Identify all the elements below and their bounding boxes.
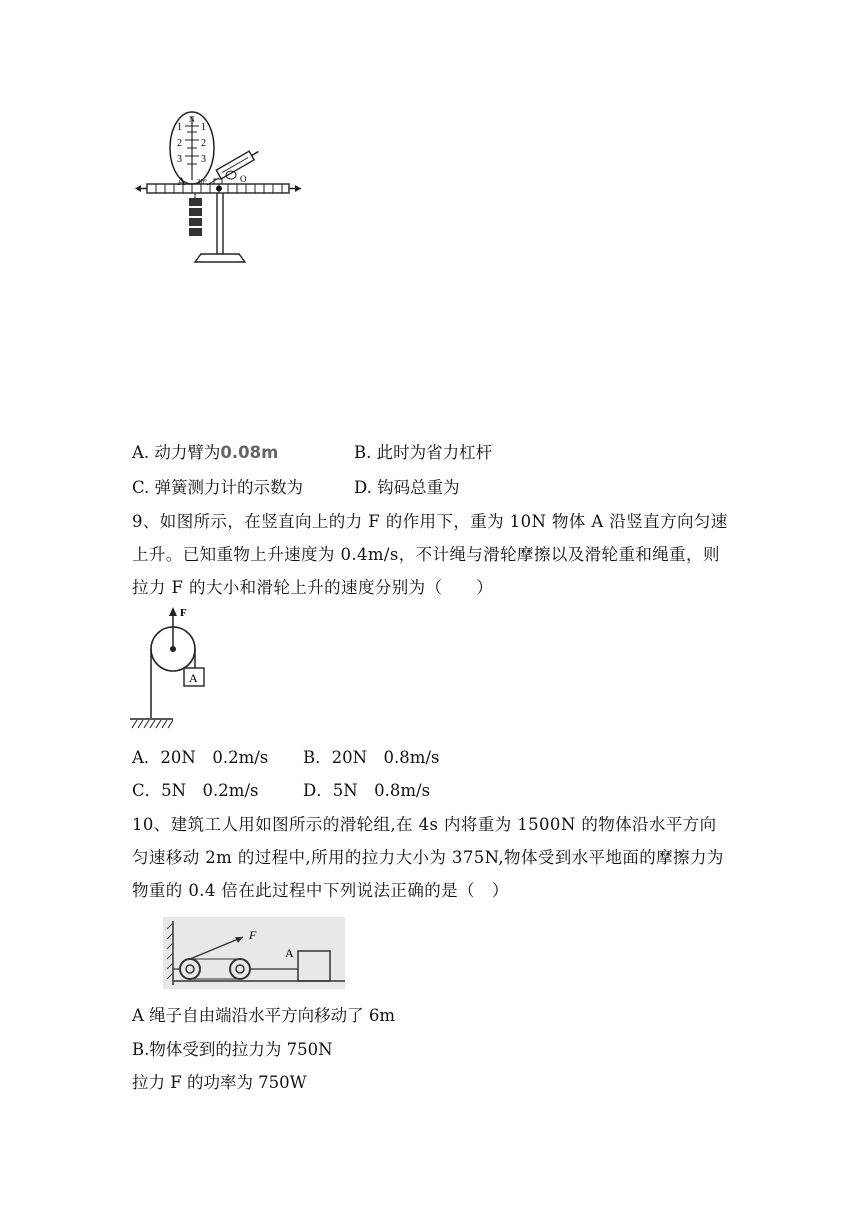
q10-force-label: F [249, 928, 257, 942]
q8-option-c: C. 弹簧测力计的示数为 [132, 478, 304, 497]
q9-option-d: D．5N 0.8m/s [303, 781, 431, 800]
q9-option-c: C．5N 0.2m/s [132, 781, 259, 800]
q8-option-a-text: A. 动力臂为 [132, 443, 221, 462]
q10-pulley-figure [163, 917, 345, 989]
lever-label-a: A [177, 174, 186, 188]
q8-option-a-value: 0.08m [220, 443, 279, 462]
q10-stem: 10、建筑工人用如图所示的滑轮组,在 4s 内将重为 1500N 的物体沿水平方向匀速移动 2m 的过程中,所用的拉力大小为 375N,物体受到水平地面的摩擦力为物重的 0.4 倍在此过程中下列说法正确的是（ ） [132, 815, 724, 900]
q10-option-c: 拉力 F 的功率为 750W [132, 1073, 307, 1092]
q10-block-label: A [285, 946, 294, 960]
q9-force-label: F [180, 607, 187, 619]
scale-tick-right-1: 1 [201, 122, 206, 133]
q10-option-b: B.物体受到的拉力为 750N [132, 1040, 333, 1059]
scale-tick-left-1: 1 [177, 122, 182, 133]
q9-option-b: B．20N 0.8m/s [303, 748, 440, 767]
lever-figure [135, 108, 310, 268]
lever-angle-label: 30° [197, 178, 207, 186]
scale-unit: N [189, 115, 195, 124]
scale-tick-left-3: 3 [177, 154, 182, 165]
scale-tick-right-2: 2 [201, 138, 206, 149]
q9-block-label: A [189, 671, 198, 685]
q9-stem: 9、如图所示，在竖直向上的力 F 的作用下，重为 10N 物体 A 沿竖直方向匀速上升。已知重物上升速度为 0.4m/s，不计绳与滑轮摩擦以及滑轮重和绳重，则拉力 F 的大小和滑轮上升的速度分别为（ ） [132, 512, 728, 597]
scale-tick-right-3: 3 [201, 154, 206, 165]
q8-option-d: D. 钩码总重为 [354, 478, 460, 497]
scale-tick-left-2: 2 [177, 138, 182, 149]
q8-option-a [132, 443, 278, 463]
q9-option-a: A．20N 0.2m/s [132, 748, 269, 767]
q9-pulley-figure [128, 604, 218, 738]
lever-label-o: O [240, 174, 247, 184]
q8-option-b: B. 此时为省力杠杆 [354, 443, 493, 462]
q10-option-a: A 绳子自由端沿水平方向移动了 6m [132, 1006, 396, 1025]
